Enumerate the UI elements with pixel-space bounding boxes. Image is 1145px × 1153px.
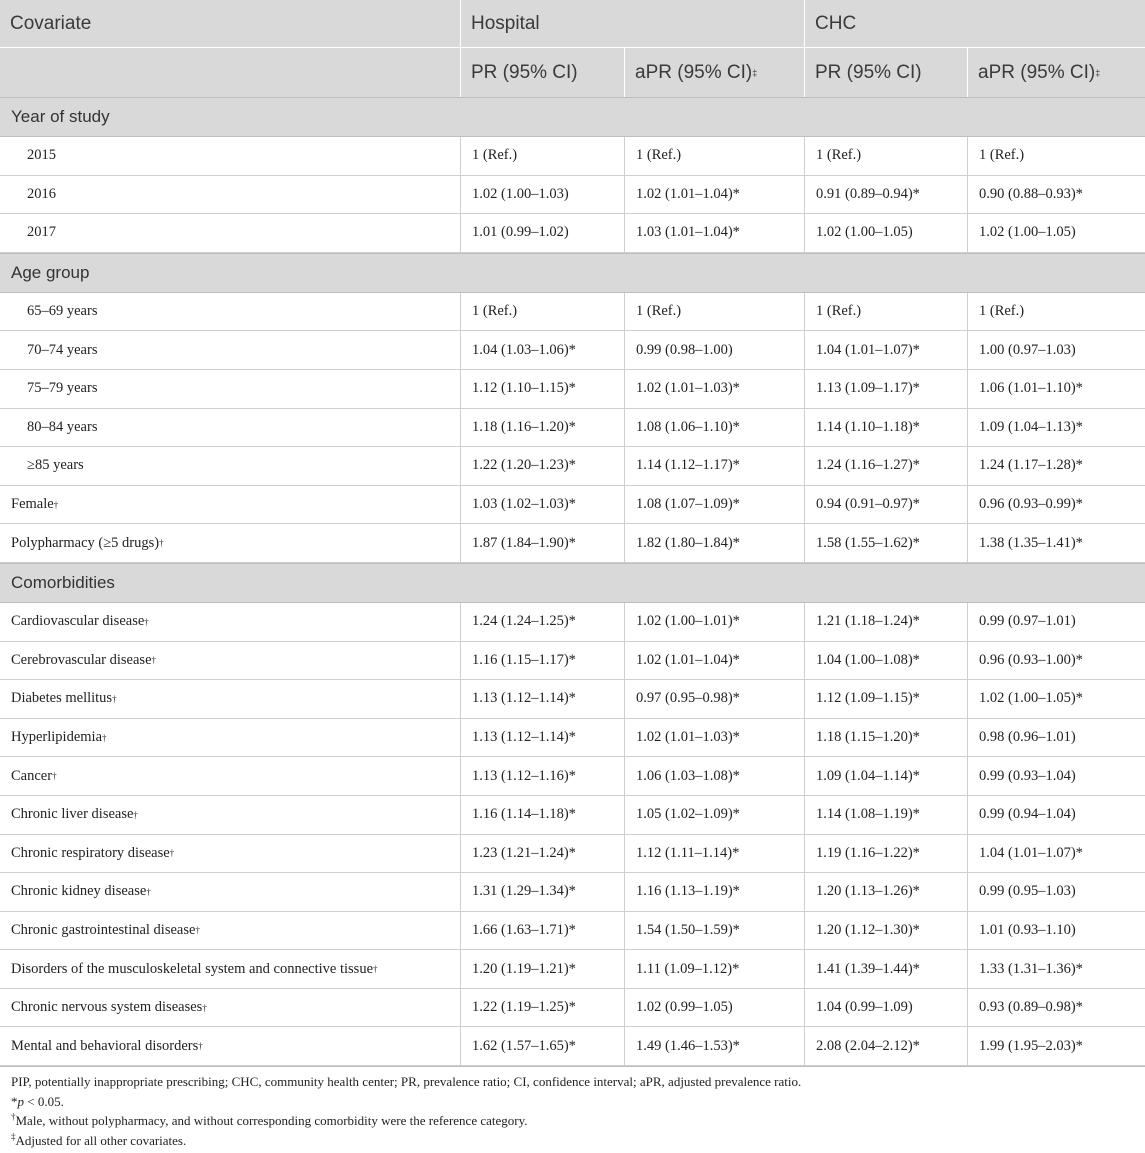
row-label: ≥85 years	[0, 447, 461, 485]
cell-hospital-apr: 1.06 (1.03–1.08)*	[625, 757, 805, 795]
cell-chc-pr: 1.18 (1.15–1.20)*	[805, 719, 968, 757]
row-label: 65–69 years	[0, 293, 461, 331]
table-header-top	[0, 0, 1145, 48]
table-body	[0, 97, 1145, 1067]
cell-chc-apr: 1.24 (1.17–1.28)*	[979, 457, 1083, 474]
cell-chc-apr: 0.99 (0.97–1.01)	[979, 613, 1076, 630]
cell-chc-apr: 1 (Ref.)	[979, 147, 1025, 164]
cell-hospital-pr: 1.13 (1.12–1.14)*	[461, 719, 625, 757]
table-row	[0, 950, 1145, 989]
cell-hospital-pr: 1.13 (1.12–1.14)*	[461, 680, 625, 718]
table-row	[0, 642, 1145, 681]
cell-hospital-apr: 1 (Ref.)	[625, 137, 805, 175]
cell-chc-pr: 1.12 (1.09–1.15)*	[805, 680, 968, 718]
cell-chc-pr: 1.14 (1.08–1.19)*	[805, 796, 968, 834]
cell-hospital-pr: 1.16 (1.15–1.17)*	[461, 642, 625, 680]
row-label: 2017	[0, 214, 461, 252]
cell-hospital-apr: 1.02 (0.99–1.05)	[625, 989, 805, 1027]
cell-chc-apr: 0.98 (0.96–1.01)	[979, 729, 1076, 746]
table-footnotes	[11, 1072, 1131, 1150]
row-label: Disorders of the musculoskeletal system and connective tissue †	[0, 950, 461, 988]
footnote-reference: †Male, without polypharmacy, and without corresponding comorbidity were the reference category.	[11, 1111, 528, 1128]
cell-chc-pr: 1.02 (1.00–1.05)	[805, 214, 968, 252]
table-row	[0, 912, 1145, 951]
table-row	[0, 293, 1145, 332]
row-label: Cardiovascular disease †	[0, 603, 461, 641]
section-heading: Comorbidities	[0, 563, 1145, 603]
cell-hospital-apr: 1.49 (1.46–1.53)*	[625, 1027, 805, 1065]
cell-chc-apr: 0.99 (0.94–1.04)	[979, 806, 1076, 823]
cell-hospital-apr: 1.08 (1.07–1.09)*	[625, 486, 805, 524]
cell-hospital-apr: 1.03 (1.01–1.04)*	[625, 214, 805, 252]
cell-hospital-apr: 1.11 (1.09–1.12)*	[625, 950, 805, 988]
table-row	[0, 176, 1145, 215]
cell-chc-pr: 1.20 (1.13–1.26)*	[805, 873, 968, 911]
table-row	[0, 989, 1145, 1028]
cell-chc-apr: 1.09 (1.04–1.13)*	[979, 418, 1083, 435]
cell-chc-apr: 0.96 (0.93–1.00)*	[979, 651, 1083, 668]
row-label: Cerebrovascular disease †	[0, 642, 461, 680]
cell-hospital-apr: 1.54 (1.50–1.59)*	[625, 912, 805, 950]
row-label: Mental and behavioral disorders †	[0, 1027, 461, 1065]
cell-chc-apr: 0.93 (0.89–0.98)*	[979, 999, 1083, 1016]
table-row	[0, 680, 1145, 719]
table-row	[0, 331, 1145, 370]
cell-chc-pr: 1.58 (1.55–1.62)*	[805, 524, 968, 562]
cell-chc-pr: 1.14 (1.10–1.18)*	[805, 409, 968, 447]
cell-chc-apr: 0.96 (0.93–0.99)*	[979, 496, 1083, 513]
cell-hospital-apr: 1.12 (1.11–1.14)*	[625, 835, 805, 873]
row-label: Cancer †	[0, 757, 461, 795]
cell-hospital-apr: 1 (Ref.)	[625, 293, 805, 331]
cell-chc-apr: 1.01 (0.93–1.10)	[979, 921, 1076, 938]
cell-chc-pr: 2.08 (2.04–2.12)*	[805, 1027, 968, 1065]
cell-hospital-pr: 1 (Ref.)	[461, 137, 625, 175]
cell-chc-pr: 1.13 (1.09–1.17)*	[805, 370, 968, 408]
footnote-significance: *p < 0.05.	[11, 1093, 64, 1109]
cell-chc-apr: 1 (Ref.)	[979, 303, 1025, 320]
cell-hospital-apr: 0.99 (0.98–1.00)	[625, 331, 805, 369]
cell-chc-apr: 1.06 (1.01–1.10)*	[979, 380, 1083, 397]
row-label: Diabetes mellitus †	[0, 680, 461, 718]
cell-hospital-pr: 1.13 (1.12–1.16)*	[461, 757, 625, 795]
cell-chc-pr: 1.24 (1.16–1.27)*	[805, 447, 968, 485]
header-hospital: Hospital	[461, 0, 805, 47]
cell-hospital-pr: 1.04 (1.03–1.06)*	[461, 331, 625, 369]
table-row	[0, 137, 1145, 176]
cell-hospital-pr: 1.22 (1.19–1.25)*	[461, 989, 625, 1027]
table-row	[0, 370, 1145, 409]
cell-chc-apr: 1.04 (1.01–1.07)*	[979, 844, 1083, 861]
cell-chc-pr: 1.04 (1.00–1.08)*	[805, 642, 968, 680]
row-label: 2015	[0, 137, 461, 175]
cell-chc-pr: 1 (Ref.)	[805, 293, 968, 331]
cell-hospital-apr: 1.02 (1.01–1.03)*	[625, 370, 805, 408]
row-label: Chronic nervous system diseases †	[0, 989, 461, 1027]
cell-chc-apr: 0.99 (0.95–1.03)	[979, 883, 1076, 900]
row-label: 70–74 years	[0, 331, 461, 369]
row-label: Hyperlipidemia †	[0, 719, 461, 757]
cell-chc-apr: 1.00 (0.97–1.03)	[979, 341, 1076, 358]
table-row	[0, 1027, 1145, 1066]
cell-chc-pr: 1.09 (1.04–1.14)*	[805, 757, 968, 795]
cell-chc-apr: 1.02 (1.00–1.05)*	[979, 690, 1083, 707]
header-empty	[0, 48, 461, 97]
cell-hospital-pr: 1.01 (0.99–1.02)	[461, 214, 625, 252]
header-chc-apr: aPR (95% CI) ‡	[978, 61, 1101, 83]
cell-hospital-pr: 1.62 (1.57–1.65)*	[461, 1027, 625, 1065]
cell-chc-apr: 1.99 (1.95–2.03)*	[979, 1037, 1083, 1054]
cell-hospital-pr: 1.20 (1.19–1.21)*	[461, 950, 625, 988]
cell-chc-pr: 1.41 (1.39–1.44)*	[805, 950, 968, 988]
row-label: Polypharmacy (≥5 drugs) †	[0, 524, 461, 562]
cell-chc-pr: 1.19 (1.16–1.22)*	[805, 835, 968, 873]
cell-hospital-apr: 0.97 (0.95–0.98)*	[625, 680, 805, 718]
cell-chc-pr: 1 (Ref.)	[805, 137, 968, 175]
row-label: 75–79 years	[0, 370, 461, 408]
row-label: Chronic liver disease †	[0, 796, 461, 834]
table-row	[0, 757, 1145, 796]
cell-hospital-apr: 1.02 (1.01–1.04)*	[625, 176, 805, 214]
cell-chc-apr: 0.90 (0.88–0.93)*	[979, 185, 1083, 202]
cell-hospital-apr: 1.02 (1.00–1.01)*	[625, 603, 805, 641]
section-heading: Age group	[0, 253, 1145, 293]
table-row	[0, 603, 1145, 642]
cell-chc-pr: 1.04 (0.99–1.09)	[805, 989, 968, 1027]
cell-chc-pr: 1.04 (1.01–1.07)*	[805, 331, 968, 369]
cell-hospital-pr: 1.31 (1.29–1.34)*	[461, 873, 625, 911]
header-hospital-apr: aPR (95% CI) ‡	[625, 48, 805, 97]
row-label: Chronic kidney disease †	[0, 873, 461, 911]
cell-hospital-apr: 1.02 (1.01–1.04)*	[625, 642, 805, 680]
section-heading: Year of study	[0, 97, 1145, 137]
table-row	[0, 409, 1145, 448]
header-covariate: Covariate	[0, 0, 461, 47]
footnote-adjustment: ‡Adjusted for all other covariates.	[11, 1131, 187, 1148]
header-chc-pr: PR (95% CI)	[805, 48, 968, 97]
cell-hospital-pr: 1.18 (1.16–1.20)*	[461, 409, 625, 447]
cell-chc-apr: 1.33 (1.31–1.36)*	[979, 960, 1083, 977]
table-header-sub	[0, 48, 1145, 97]
cell-hospital-pr: 1.24 (1.24–1.25)*	[461, 603, 625, 641]
footnote-abbreviations: PIP, potentially inappropriate prescribing; CHC, community health center; PR, prevalence ratio; CI, confidence interval; aPR, adjusted prevalence ratio.	[11, 1074, 802, 1089]
table-row	[0, 796, 1145, 835]
cell-hospital-pr: 1.16 (1.14–1.18)*	[461, 796, 625, 834]
cell-chc-apr: 1.02 (1.00–1.05)	[979, 224, 1076, 241]
cell-hospital-pr: 1.87 (1.84–1.90)*	[461, 524, 625, 562]
cell-hospital-apr: 1.08 (1.06–1.10)*	[625, 409, 805, 447]
cell-hospital-pr: 1.02 (1.00–1.03)	[461, 176, 625, 214]
header-chc: CHC	[815, 12, 857, 34]
row-label: Chronic respiratory disease †	[0, 835, 461, 873]
table-row	[0, 873, 1145, 912]
table-row	[0, 524, 1145, 563]
cell-chc-pr: 0.91 (0.89–0.94)*	[805, 176, 968, 214]
row-label: 80–84 years	[0, 409, 461, 447]
header-hospital-pr: PR (95% CI)	[461, 48, 625, 97]
table-row	[0, 214, 1145, 253]
table-row	[0, 447, 1145, 486]
cell-chc-pr: 1.20 (1.12–1.30)*	[805, 912, 968, 950]
cell-chc-pr: 0.94 (0.91–0.97)*	[805, 486, 968, 524]
row-label: Female †	[0, 486, 461, 524]
cell-hospital-pr: 1.22 (1.20–1.23)*	[461, 447, 625, 485]
cell-hospital-pr: 1.23 (1.21–1.24)*	[461, 835, 625, 873]
cell-hospital-apr: 1.16 (1.13–1.19)*	[625, 873, 805, 911]
cell-hospital-apr: 1.14 (1.12–1.17)*	[625, 447, 805, 485]
table-row	[0, 835, 1145, 874]
row-label: Chronic gastrointestinal disease †	[0, 912, 461, 950]
cell-hospital-pr: 1.12 (1.10–1.15)*	[461, 370, 625, 408]
cell-chc-apr: 0.99 (0.93–1.04)	[979, 767, 1076, 784]
cell-hospital-pr: 1.66 (1.63–1.71)*	[461, 912, 625, 950]
cell-hospital-apr: 1.82 (1.80–1.84)*	[625, 524, 805, 562]
cell-hospital-pr: 1 (Ref.)	[461, 293, 625, 331]
cell-hospital-pr: 1.03 (1.02–1.03)*	[461, 486, 625, 524]
cell-chc-apr: 1.38 (1.35–1.41)*	[979, 534, 1083, 551]
row-label: 2016	[0, 176, 461, 214]
cell-hospital-apr: 1.05 (1.02–1.09)*	[625, 796, 805, 834]
cell-hospital-apr: 1.02 (1.01–1.03)*	[625, 719, 805, 757]
table-row	[0, 486, 1145, 525]
table-row	[0, 719, 1145, 758]
cell-chc-pr: 1.21 (1.18–1.24)*	[805, 603, 968, 641]
